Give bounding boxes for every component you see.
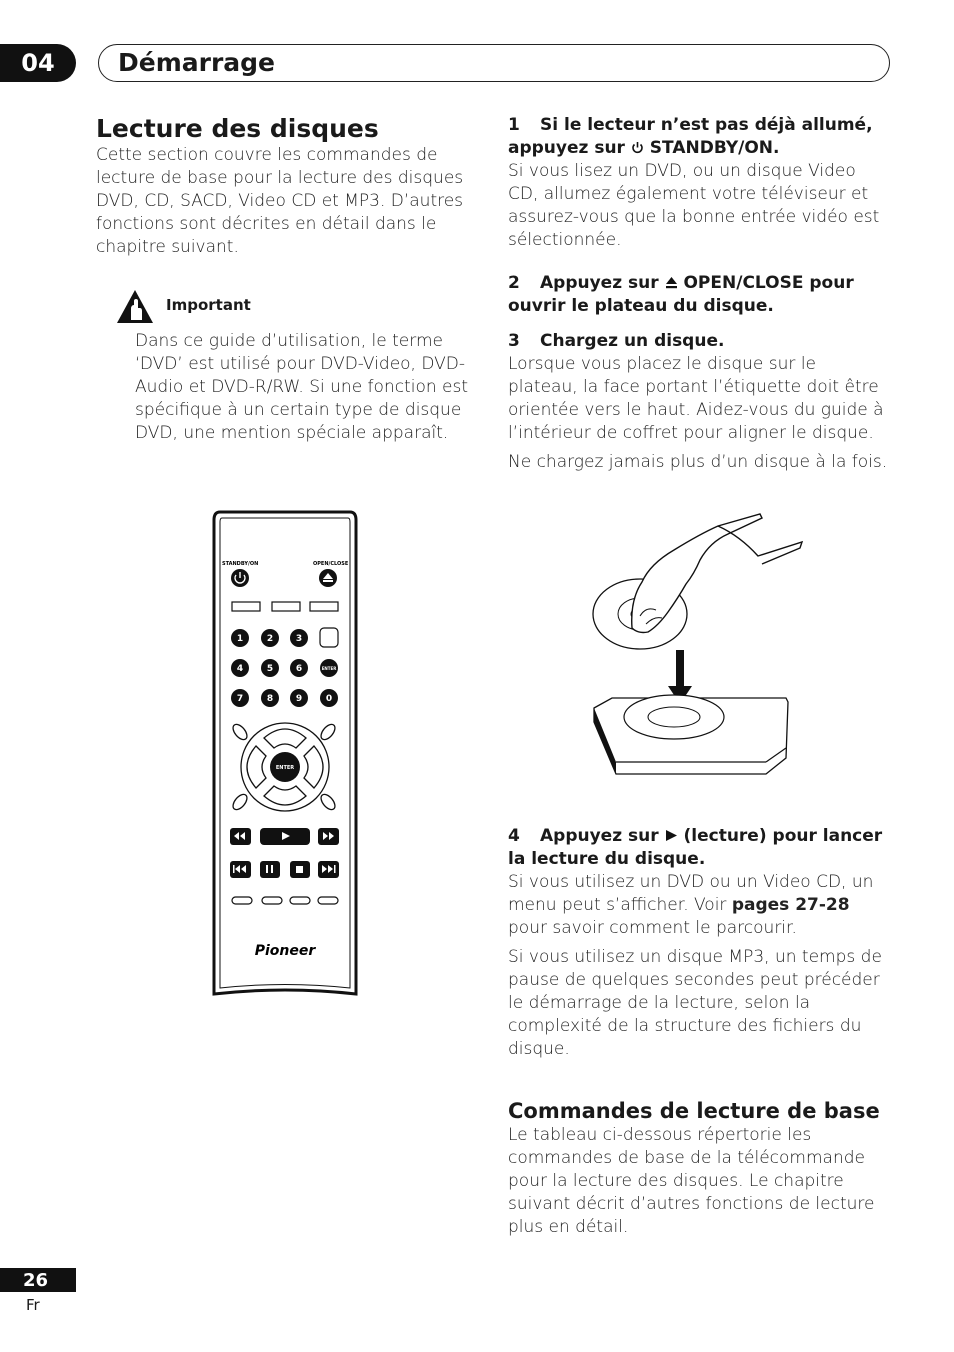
step-3-warning: Ne chargez jamais plus d’un disque à la fois.	[508, 452, 888, 472]
step-1-heading	[508, 114, 890, 160]
remote-enter-small: ENTER	[321, 666, 337, 671]
commandes-section	[508, 1098, 890, 1239]
step-4-text-a: Appuyez sur	[540, 826, 659, 846]
step-4-heading	[508, 825, 890, 871]
step-4-body-b: pour savoir comment le parcourir.	[508, 918, 797, 938]
intro-paragraph: Cette section couvre les commandes de lecture de base pour la lecture des disques DVD, CD, SACD, Video CD et MP3. D’autres fonctions sont décrites en détail dans le chapitre suivant.	[96, 145, 464, 257]
remote-enter-center: ENTER	[275, 765, 295, 771]
remote-digit-7: 7	[236, 694, 244, 704]
remote-digit-5: 5	[266, 664, 274, 674]
disc-loading-illustration	[590, 512, 810, 788]
eject-icon	[665, 273, 678, 286]
steps-column	[508, 114, 890, 474]
remote-digit-2: 2	[266, 634, 274, 644]
chapter-number: 04	[21, 49, 55, 77]
remote-digit-4: 4	[236, 664, 244, 674]
remote-brand: Pioneer	[254, 943, 316, 959]
step-3-title: Chargez un disque.	[540, 331, 725, 351]
step-2-text-a: Appuyez sur	[540, 273, 659, 293]
step-3-heading	[508, 330, 890, 353]
step-2-heading	[508, 272, 890, 318]
step-4-body-a: Si vous utilisez un DVD ou un Video CD, un menu peut s’afficher. Voir	[508, 872, 874, 915]
step-4-text-b: (lecture) pour lancer la lecture du disque.	[508, 826, 883, 869]
remote-digit-3: 3	[295, 634, 303, 644]
commandes-body: Le tableau ci-dessous répertorie les commandes de base de la télécommande pour la lecture des disques. Le chapitre suivant décrit d’autres fonctions de lecture plus en détail.	[508, 1125, 875, 1237]
step-4-block	[508, 825, 890, 1061]
important-text: Dans ce guide d’utilisation, le terme ‘DVD’ est utilisé pour DVD-Video, DVD-Audio et DVD-R/RW. Si une fonction est spécifique à un certain type de disque DVD, une mention spéciale apparaît.	[135, 331, 469, 443]
remote-digit-0: 0	[325, 694, 333, 704]
remote-open-label: OPEN/CLOSE	[313, 561, 349, 567]
step-1-body: Si vous lisez un DVD, ou un disque Video CD, allumez également votre téléviseur et assurez-vous que la bonne entrée vidéo est sélectionnée.	[508, 161, 880, 250]
step-3-body: Lorsque vous placez le disque sur le plateau, la face portant l’étiquette doit être orientée vers le haut. Aidez-vous du guide à l’intérieur de coffret pour aligner le disque.	[508, 354, 884, 443]
step-1-text-a: Si le lecteur n’est pas déjà allumé, appuyez sur	[508, 115, 873, 158]
section-title: Lecture des disques	[96, 114, 379, 143]
step-2-text-b: OPEN/CLOSE pour ouvrir le plateau du disque.	[508, 273, 854, 316]
step-4-number: 4	[508, 826, 520, 846]
important-label: Important	[166, 296, 251, 314]
step-4-body	[508, 871, 890, 940]
step-4-mp3-note: Si vous utilisez un disque MP3, un temps de pause de quelques secondes peut précéder le démarrage de la lecture, selon la complexité de la structure des fichiers du disque.	[508, 947, 882, 1059]
step-2-number: 2	[508, 273, 520, 293]
important-icon	[116, 289, 154, 329]
commandes-title: Commandes de lecture de base	[508, 1099, 880, 1123]
pages-reference-link[interactable]: pages 27-28	[731, 895, 850, 915]
language-code: Fr	[26, 1296, 40, 1314]
chapter-title: Démarrage	[118, 48, 276, 77]
remote-standby-label: STANDBY/ON	[222, 561, 259, 567]
step-1-number: 1	[508, 115, 520, 135]
left-column	[96, 114, 472, 259]
play-icon	[665, 826, 678, 839]
remote-control-illustration	[210, 510, 360, 1004]
chapter-number-badge	[0, 44, 76, 82]
step-3-number: 3	[508, 331, 520, 351]
page-number-badge	[0, 1268, 76, 1292]
remote-digit-1: 1	[236, 634, 244, 644]
remote-digit-6: 6	[295, 664, 303, 674]
page-number: 26	[22, 1269, 48, 1291]
step-1-text-b: STANDBY/ON.	[649, 138, 780, 158]
power-icon	[631, 138, 644, 151]
remote-digit-8: 8	[266, 694, 274, 704]
remote-digit-9: 9	[295, 694, 303, 704]
